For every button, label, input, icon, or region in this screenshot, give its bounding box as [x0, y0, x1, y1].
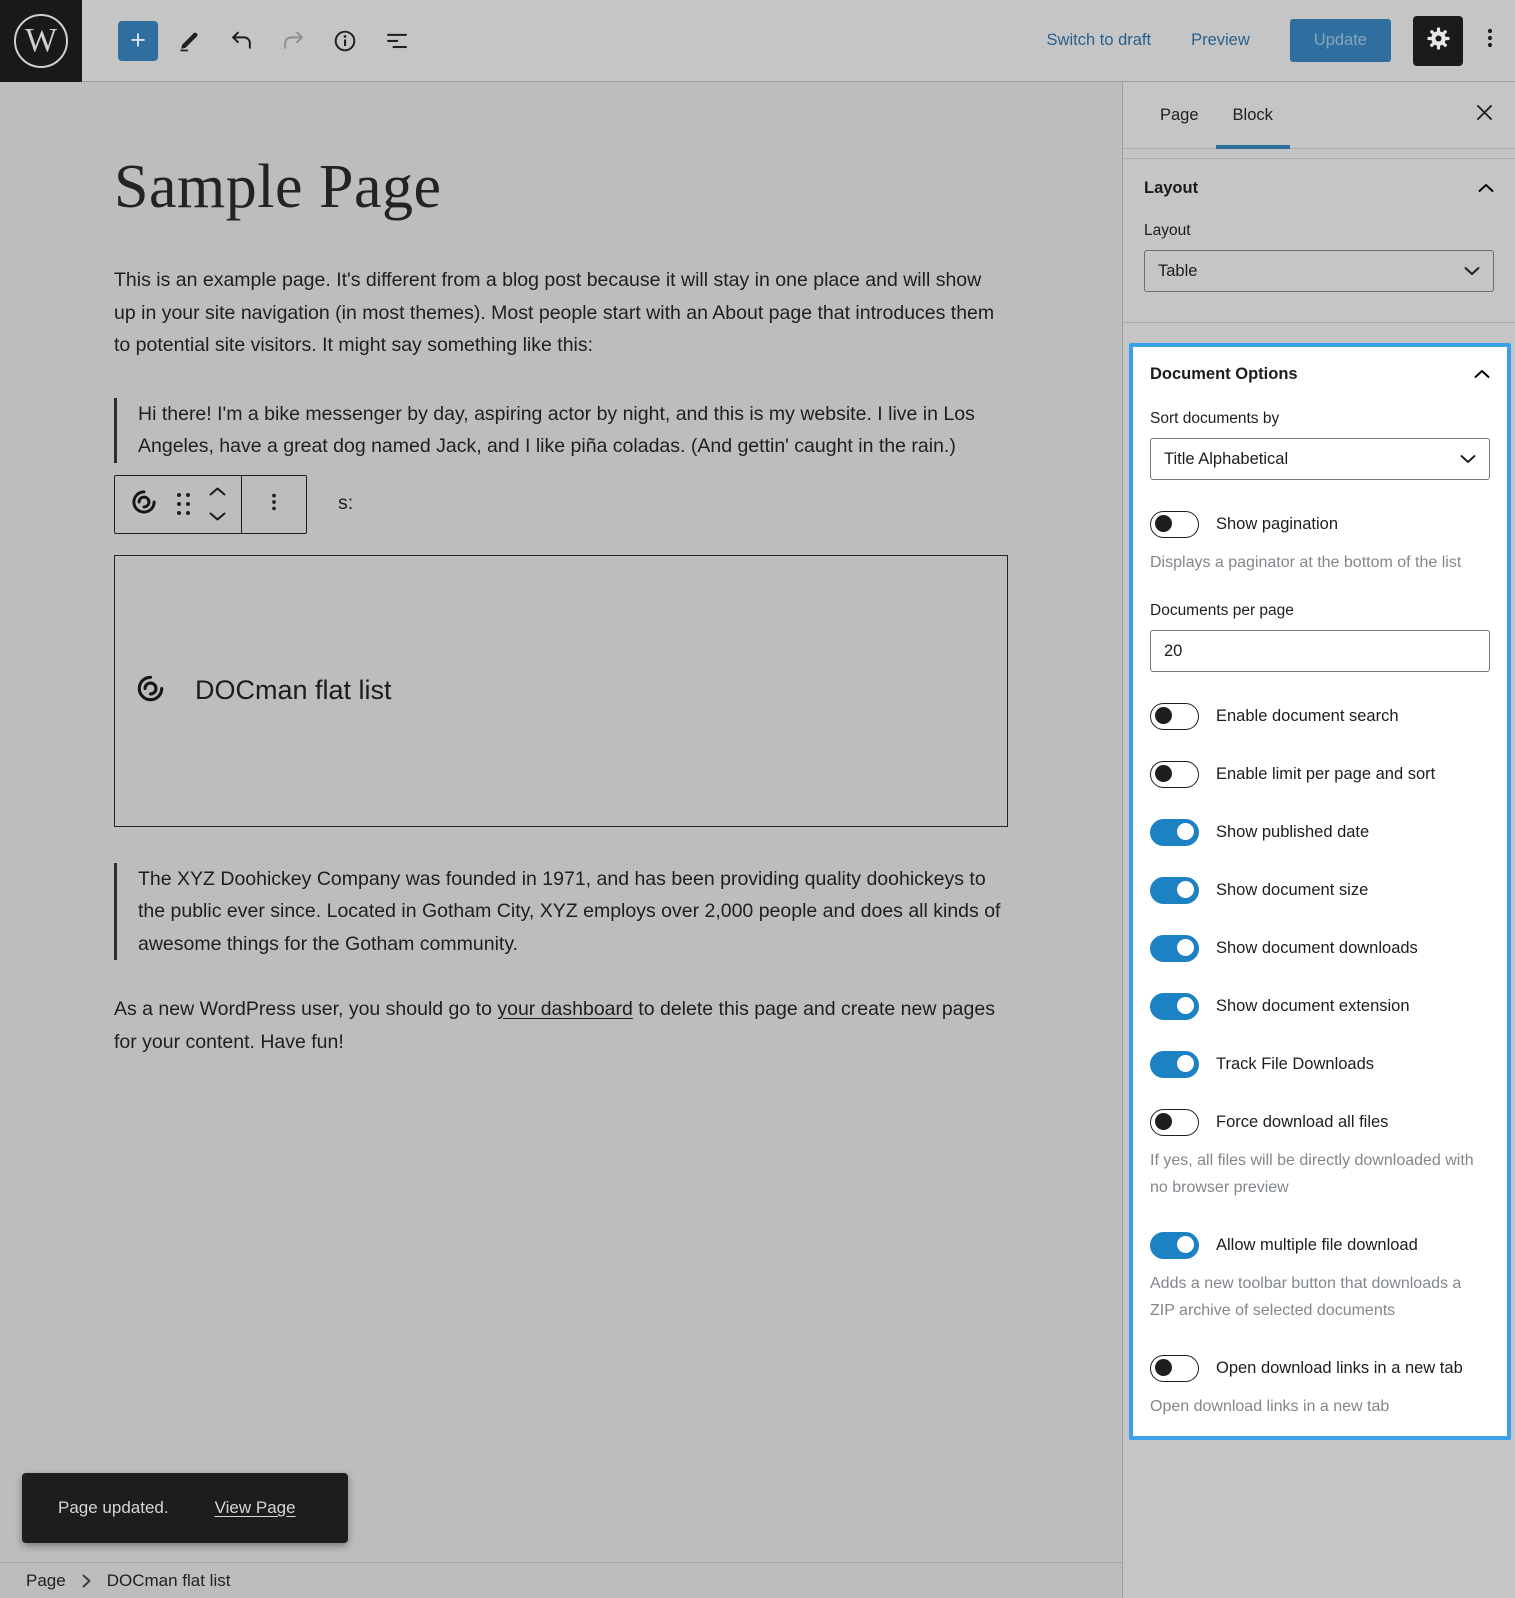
toggle-label: Open download links in a new tab — [1216, 1359, 1463, 1377]
toggle-label: Allow multiple file download — [1216, 1236, 1418, 1254]
document-options-title: Document Options — [1150, 365, 1298, 383]
block-toolbar — [114, 475, 307, 534]
quote-block[interactable]: The XYZ Doohickey Company was founded in 1971, and has been providing quality doohickeys to the public ever since. Located in Gotham City, XYZ employs over 2,000 people and does all kinds of awesome things for the Gotham community. — [114, 863, 1008, 961]
move-down-icon — [209, 508, 226, 526]
redo-button[interactable] — [272, 20, 314, 62]
toggle-label: Show document extension — [1216, 997, 1410, 1015]
enable-limit-per-page-toggle[interactable] — [1150, 761, 1199, 788]
layout-panel-title: Layout — [1144, 179, 1199, 197]
enable-document-search-toggle[interactable] — [1150, 703, 1199, 730]
toggle-label: Enable document search — [1216, 707, 1399, 725]
docman-block-label: DOCman flat list — [195, 675, 392, 705]
undo-button[interactable] — [220, 20, 262, 62]
details-button[interactable] — [324, 20, 366, 62]
undo-icon — [229, 28, 254, 53]
docman-flat-list-block[interactable] — [114, 555, 1008, 827]
editor-workspace — [0, 82, 1515, 1598]
open-download-links-new-tab-toggle[interactable] — [1150, 1355, 1199, 1382]
outro-text-before: As a new WordPress user, you should go to — [114, 998, 498, 1020]
toggle-label: Enable limit per page and sort — [1216, 765, 1436, 783]
drag-handle[interactable] — [177, 493, 190, 515]
pencil-icon — [177, 29, 201, 53]
breadcrumb-page[interactable]: Page — [26, 1570, 66, 1590]
sidebar-divider — [1123, 149, 1515, 159]
layout-select-value: Table — [1158, 261, 1198, 280]
sort-documents-label: Sort documents by — [1150, 410, 1280, 427]
toolbar-right-group — [1047, 16, 1515, 66]
options-menu-button[interactable] — [1473, 20, 1507, 62]
toggle-label: Show published date — [1216, 823, 1370, 841]
toggle-row-allow-multiple-file-download — [1150, 1231, 1490, 1259]
show-document-size-toggle[interactable] — [1150, 877, 1199, 904]
block-inserter-button[interactable] — [118, 21, 158, 61]
documents-per-page-label: Documents per page — [1150, 602, 1294, 619]
paragraph-block[interactable]: This is an example page. It's different from a blog post because it will stay in one place and will show up in your site navigation (in most themes). Most people start with an About page that introduces them to potential site visitors. It might say something like this: — [114, 269, 995, 356]
docman-block-type-button[interactable] — [130, 488, 158, 521]
block-mover[interactable] — [209, 483, 226, 526]
toggle-row-enable-limit-per-page — [1150, 760, 1490, 788]
update-button[interactable]: Update — [1290, 19, 1391, 62]
show-pagination-toggle[interactable] — [1150, 511, 1199, 538]
sort-documents-value: Title Alphabetical — [1164, 449, 1289, 468]
block-toolbar-row — [114, 475, 1008, 534]
snackbar-toast — [22, 1473, 348, 1543]
toggle-row-show-document-size — [1150, 876, 1490, 904]
toggle-row-track-file-downloads — [1150, 1050, 1490, 1078]
switch-to-draft-button[interactable]: Switch to draft — [1046, 31, 1152, 49]
close-icon — [1476, 104, 1493, 126]
track-file-downloads-toggle[interactable] — [1150, 1051, 1199, 1078]
help-text: Adds a new toolbar button that downloads a ZIP archive of selected documents — [1150, 1275, 1462, 1319]
dashboard-link[interactable]: your dashboard — [497, 998, 633, 1020]
wordpress-logo-button[interactable] — [0, 0, 82, 82]
block-breadcrumb-bar — [0, 1562, 1122, 1598]
layout-panel — [1123, 159, 1515, 323]
tab-block[interactable] — [1216, 82, 1290, 148]
close-sidebar-button[interactable] — [1476, 82, 1493, 148]
paragraph-block[interactable] — [114, 993, 1008, 1058]
toggle-row-show-pagination — [1150, 510, 1490, 538]
toggle-row-open-download-links-new-tab — [1150, 1354, 1490, 1382]
chevron-right-icon — [81, 1574, 92, 1588]
outro-text-after: to delete this page and create new pages for your content. Have fun! — [114, 998, 995, 1053]
chevron-up-icon — [1474, 366, 1490, 384]
kebab-menu-icon — [263, 491, 285, 518]
allow-multiple-file-download-toggle[interactable] — [1150, 1232, 1199, 1259]
settings-sidebar — [1122, 82, 1515, 1598]
toggle-row-show-document-extension — [1150, 992, 1490, 1020]
plus-icon: + — [130, 25, 146, 55]
document-options-panel — [1129, 343, 1511, 1440]
toolbar-left-group — [118, 20, 418, 62]
post-content — [114, 82, 1008, 1058]
block-options-button[interactable] — [242, 476, 306, 533]
post-title[interactable]: Sample Page — [114, 153, 442, 221]
toggle-label: Track File Downloads — [1216, 1055, 1375, 1073]
quote-block[interactable]: Hi there! I'm a bike messenger by day, aspiring actor by night, and this is my website. I live in Los Angeles, have a great dog named Jack, and I like piña coladas. (And gettin' caught in the rain.) — [114, 398, 1008, 463]
documents-per-page-input[interactable] — [1150, 630, 1490, 672]
layout-field-label: Layout — [1144, 222, 1191, 239]
force-download-all-files-toggle[interactable] — [1150, 1109, 1199, 1136]
move-up-icon — [209, 483, 226, 501]
toggle-row-enable-document-search — [1150, 702, 1490, 730]
redo-icon — [281, 28, 306, 53]
chevron-up-icon — [1478, 180, 1494, 198]
help-text: Open download links in a new tab — [1150, 1398, 1390, 1415]
toggle-row-show-document-downloads — [1150, 934, 1490, 962]
kebab-menu-icon — [1478, 26, 1502, 55]
view-page-link[interactable]: View Page — [214, 1498, 296, 1517]
show-document-downloads-toggle[interactable] — [1150, 935, 1199, 962]
list-view-button[interactable] — [376, 20, 418, 62]
editor-canvas — [0, 82, 1122, 1598]
chevron-down-icon — [1460, 450, 1476, 469]
toast-message: Page updated. — [58, 1498, 169, 1517]
toggle-row-show-published-date — [1150, 818, 1490, 846]
show-document-extension-toggle[interactable] — [1150, 993, 1199, 1020]
block-toolbar-group — [115, 476, 242, 533]
chevron-down-icon — [1464, 262, 1480, 281]
sidebar-tabs — [1123, 82, 1515, 149]
toggle-row-force-download-all-files — [1150, 1108, 1490, 1136]
settings-button[interactable] — [1413, 16, 1463, 66]
layout-panel-header[interactable] — [1144, 179, 1494, 198]
gear-icon — [1425, 25, 1452, 57]
tools-button[interactable] — [168, 20, 210, 62]
editor-top-bar — [0, 0, 1515, 82]
docman-swirl-icon — [130, 488, 158, 521]
docman-swirl-icon — [135, 673, 166, 709]
toggle-label: Show document size — [1216, 881, 1369, 899]
list-view-icon — [384, 28, 410, 54]
help-text: If yes, all files will be directly downloaded with no browser preview — [1150, 1152, 1474, 1196]
toggle-label: Show document downloads — [1216, 939, 1418, 957]
toggle-label: Force download all files — [1216, 1113, 1389, 1131]
tab-block-label: Block — [1232, 105, 1273, 124]
info-icon — [332, 28, 358, 54]
sort-documents-select[interactable] — [1150, 438, 1490, 480]
tab-page-label: Page — [1160, 105, 1199, 124]
hidden-paragraph-fragment: s: — [338, 491, 354, 514]
wordpress-logo-icon: W — [14, 14, 68, 68]
breadcrumb-current: DOCman flat list — [106, 1570, 231, 1590]
preview-button[interactable]: Preview — [1191, 31, 1250, 49]
tab-page[interactable] — [1143, 82, 1216, 148]
document-options-header[interactable] — [1150, 365, 1490, 384]
toggle-label: Show pagination — [1216, 515, 1339, 533]
help-text: Displays a paginator at the bottom of the list — [1150, 554, 1462, 571]
drag-handle-icon — [177, 493, 190, 515]
show-published-date-toggle[interactable] — [1150, 819, 1199, 846]
layout-select[interactable] — [1144, 250, 1494, 292]
